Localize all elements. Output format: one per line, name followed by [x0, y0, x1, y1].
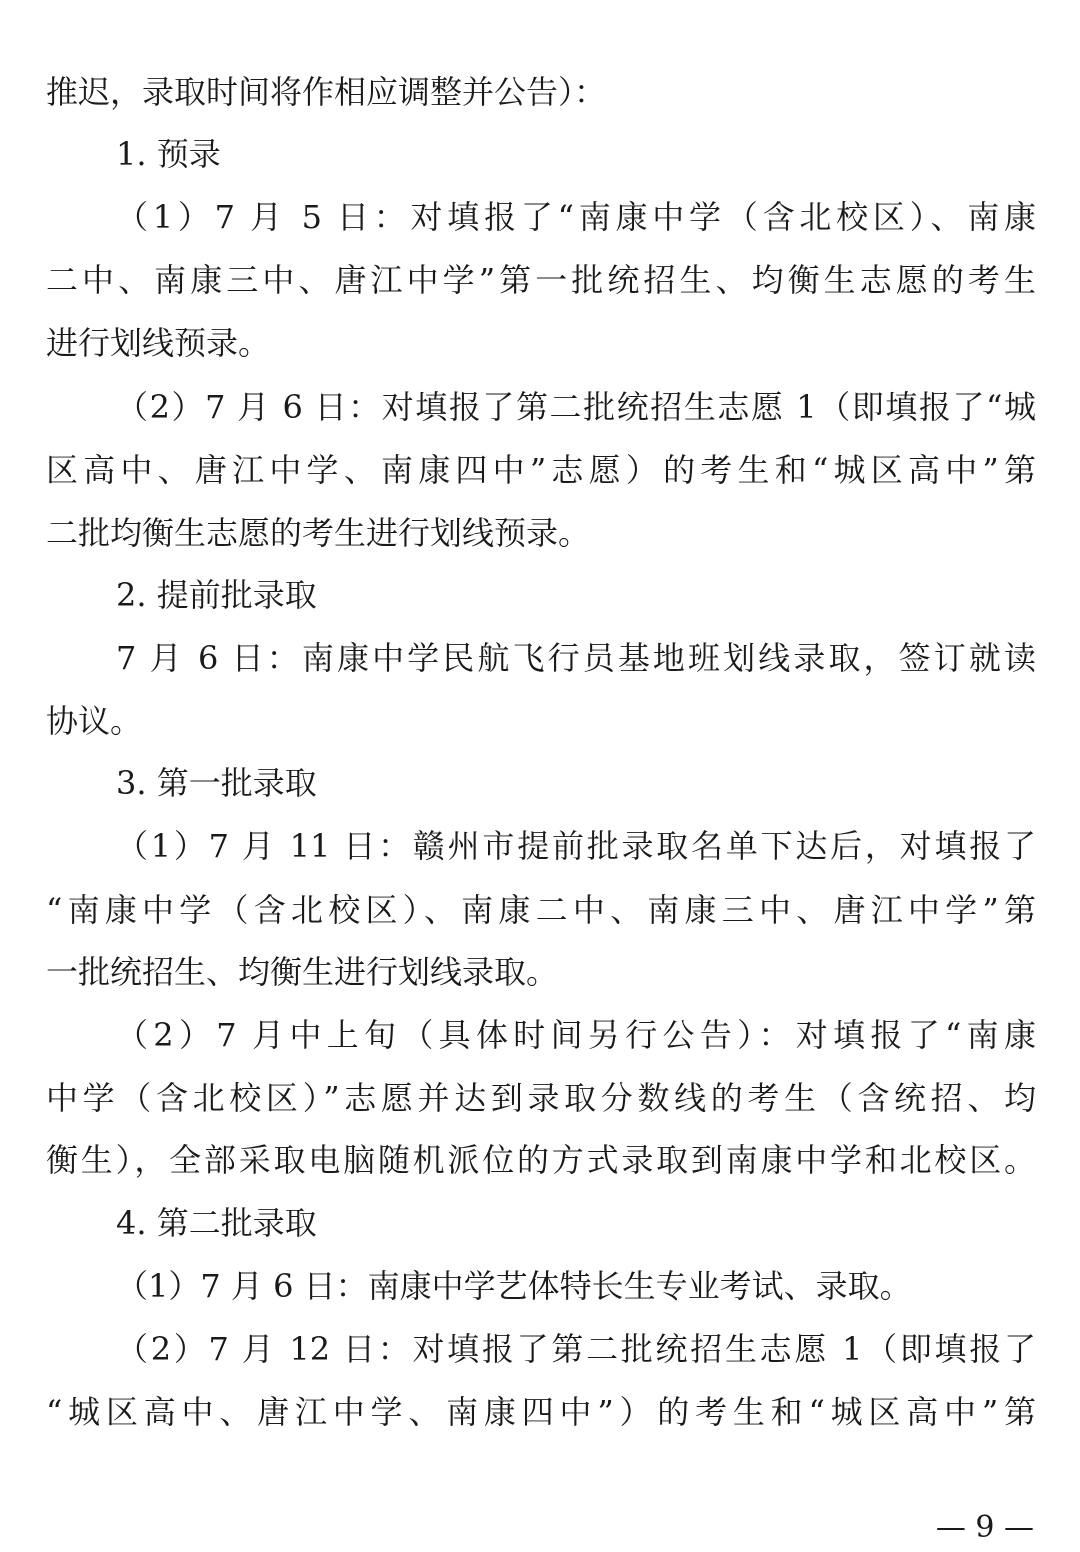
section-heading: 1. 预录: [116, 135, 221, 173]
text-line: （1）7 月 11 日：赣州市提前批录取名单下达后，对填报了: [116, 827, 1036, 865]
text-line: 二中、南康三中、唐江中学”第一批统招生、均衡生志愿的考生: [46, 261, 1036, 299]
section-heading: 3. 第一批录取: [116, 764, 317, 802]
text-line: 二批均衡生志愿的考生进行划线预录。: [46, 514, 591, 552]
page-number: — 9 —: [935, 1510, 1034, 1545]
text-line: （2）7 月 12 日：对填报了第二批统招生志愿 1（即填报了: [116, 1330, 1036, 1368]
section-heading: 4. 第二批录取: [116, 1204, 317, 1242]
text-line: （1）7 月 6 日：南康中学艺体特长生专业考试、录取。: [116, 1267, 912, 1305]
text-line: 中学（含北校区）”志愿并达到录取分数线的考生（含统招、均: [46, 1079, 1036, 1117]
section-heading: 2. 提前批录取: [116, 576, 317, 614]
text-line: 推迟，录取时间将作相应调整并公告）：: [46, 73, 607, 111]
text-line: 区高中、唐江中学、南康四中”志愿）的考生和“城区高中”第: [46, 451, 1036, 489]
text-line: “南康中学（含北校区）、南康二中、南康三中、唐江中学”第: [46, 891, 1036, 929]
text-line: （1）7 月 5 日：对填报了“南康中学（含北校区）、南康: [116, 198, 1036, 236]
text-line: 7 月 6 日：南康中学民航飞行员基地班划线录取，签订就读: [116, 639, 1036, 677]
text-line: （2）7 月中上旬（具体时间另行公告）：对填报了“南康: [116, 1016, 1036, 1054]
text-line: 一批统招生、均衡生进行划线录取。: [46, 953, 559, 991]
text-line: 协议。: [46, 702, 143, 740]
text-line: （2）7 月 6 日：对填报了第二批统招生志愿 1（即填报了“城: [116, 388, 1036, 426]
text-line: 衡生），全部采取电脑随机派位的方式录取到南康中学和北校区。: [46, 1141, 1036, 1179]
text-line: 进行划线预录。: [46, 324, 271, 362]
text-line: “城区高中、唐江中学、南康四中”）的考生和“城区高中”第: [46, 1393, 1036, 1431]
